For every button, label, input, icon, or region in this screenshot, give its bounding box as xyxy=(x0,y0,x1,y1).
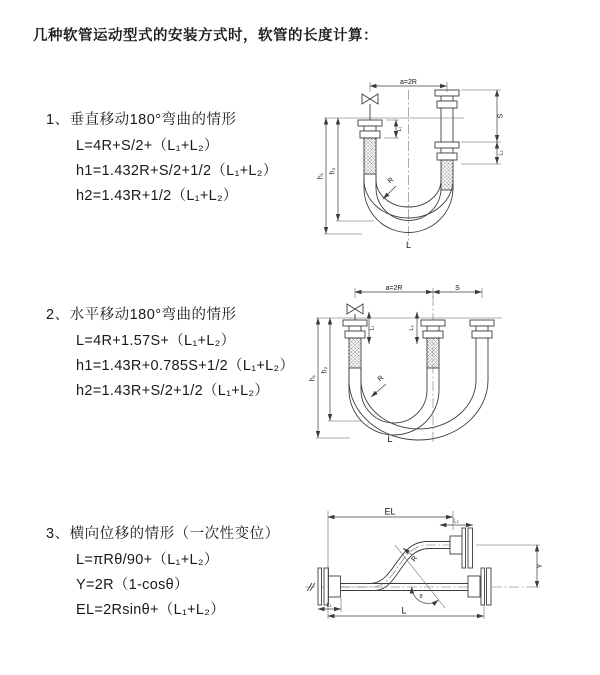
right-fitting xyxy=(470,320,494,338)
upper-right-flange xyxy=(450,528,473,568)
dim-label-el: EL xyxy=(384,506,396,517)
right-braid-section xyxy=(441,160,453,190)
dim-label-l2: L₂ xyxy=(453,518,459,525)
hose-curves xyxy=(349,338,488,440)
left-braid-section xyxy=(349,338,361,368)
dim-label-span: a=2R xyxy=(385,285,403,292)
formula-line: EL=2Rsinθ+（L₁+L₂） xyxy=(76,602,226,618)
dim-label-l1: L₁ xyxy=(326,602,332,609)
dim-label-h2: h₂ xyxy=(329,167,337,175)
dim-label-s: S xyxy=(455,285,460,292)
section-1-heading: 1、垂直移动180°弯曲的情形 xyxy=(46,112,237,128)
section-2-formulas xyxy=(46,329,294,404)
dim-label-h2: h₂ xyxy=(321,366,329,374)
dim-label-l2: L₂ xyxy=(498,150,505,156)
section-3-heading: 3、横向位移的情形（一次性变位） xyxy=(46,526,280,542)
dim-label-r: R xyxy=(410,554,420,564)
formula-line: h2=1.43R+1/2（L₁+L₂） xyxy=(76,188,238,204)
dimension-lines xyxy=(324,82,501,234)
page-title: 几种软管运动型式的安装方式时，软管的长度计算： xyxy=(33,28,378,44)
formula-line: L=4R+1.57S+（L₁+L₂） xyxy=(76,333,236,349)
section-vertical-movement xyxy=(46,108,278,209)
section-1-formulas xyxy=(46,134,278,209)
section-lateral-displacement xyxy=(46,522,280,623)
dim-label-span: a=2R xyxy=(400,79,417,86)
formula-line: Y=2R（1-cosθ） xyxy=(76,577,189,593)
formula-line: h2=1.43R+S/2+1/2（L₁+L₂） xyxy=(76,383,270,399)
left-flange xyxy=(318,568,341,605)
left-fitting xyxy=(358,120,382,138)
diagram-lateral-displacement xyxy=(300,498,565,653)
left-fitting xyxy=(343,320,367,338)
dim-label-r: R xyxy=(376,374,386,384)
section-3-formulas xyxy=(46,548,280,623)
dimension-labels xyxy=(327,507,544,616)
dim-label-l1: L₁ xyxy=(369,325,376,331)
diagram-horizontal-180-bend xyxy=(306,282,538,450)
right-middle-flange xyxy=(468,568,491,605)
formula-line: L=4R+S/2+（L₁+L₂） xyxy=(76,138,219,154)
dim-label-s: S xyxy=(497,113,505,119)
diagram-vertical-180-bend xyxy=(312,76,532,254)
dimension-labels xyxy=(318,79,505,250)
dim-label-l: L xyxy=(387,434,393,444)
dim-label-l2: L₂ xyxy=(409,325,415,331)
right-pipe xyxy=(441,108,453,142)
dim-label-y: Y xyxy=(537,563,544,569)
dimension-lines xyxy=(318,511,540,619)
dim-label-theta: θ xyxy=(419,594,423,600)
right-fitting xyxy=(435,90,459,160)
middle-braid-section xyxy=(427,338,439,368)
dim-label-l: L xyxy=(405,240,412,250)
formula-line: h1=1.432R+S/2+1/2（L₁+L₂） xyxy=(76,163,278,179)
dim-label-h1: h₁ xyxy=(317,172,325,180)
formula-line: L=πRθ/90+（L₁+L₂） xyxy=(76,552,219,568)
valve-icon xyxy=(362,94,378,120)
left-braid-section xyxy=(364,138,376,174)
section-2-heading: 2、水平移动180°弯曲的情形 xyxy=(46,307,237,323)
formula-line: h1=1.43R+0.785S+1/2（L₁+L₂） xyxy=(76,358,295,374)
dim-label-l: L xyxy=(401,605,407,616)
valve-icon xyxy=(347,304,363,320)
section-horizontal-movement xyxy=(46,303,294,404)
dim-label-h1: h₁ xyxy=(309,374,317,382)
dim-label-r: R xyxy=(386,176,396,186)
middle-fitting xyxy=(421,320,445,338)
dim-label-l1: L₁ xyxy=(397,126,403,132)
